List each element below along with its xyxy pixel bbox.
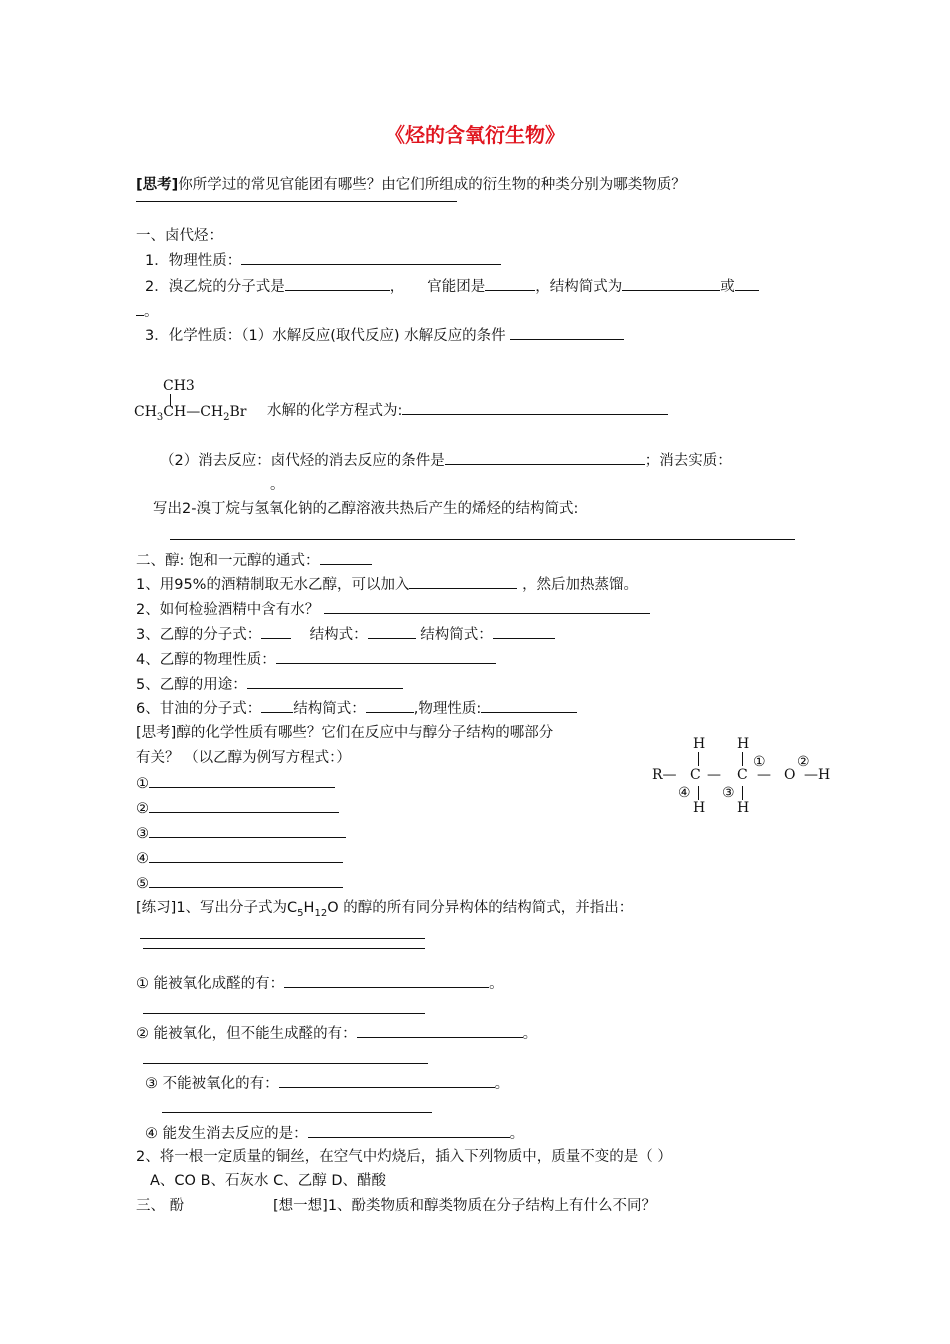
answer-2: ② [136, 798, 339, 819]
answer-3: ③ [136, 823, 346, 844]
think-alcohol-2: 有关？ （以乙醇为例写方程式：） [136, 750, 351, 766]
q5: 5、乙醇的用途： [136, 674, 403, 695]
exercise-2-options: A、CO B、石灰水 C、乙醇 D、醋酸 [150, 1173, 387, 1189]
q-physical: 1．物理性质： [145, 250, 501, 271]
page-title: 《烃的含氧衍生物》 [385, 123, 565, 147]
answer-line[interactable] [143, 948, 425, 949]
hydrogen: H [693, 800, 706, 816]
blank[interactable] [279, 1073, 495, 1088]
exercise-2: 2、将一根一定质量的铜丝，在空气中灼烧后，插入下列物质中，质量不变的是（ ） [136, 1149, 672, 1165]
q-chemical: 3．化学性质：（1）水解反应(取代反应) 水解反应的条件 [145, 325, 624, 346]
bond: — [804, 767, 818, 783]
blank[interactable] [510, 325, 624, 340]
hydrogen: H [737, 800, 750, 816]
blank[interactable] [445, 450, 645, 465]
answer-line[interactable] [143, 1063, 428, 1064]
blank[interactable] [261, 698, 293, 713]
blank[interactable] [149, 773, 335, 788]
answer-line[interactable] [162, 1112, 432, 1113]
bond [742, 786, 743, 800]
q-bromoethane: 2．溴乙烷的分子式是 ， 官能团是 ，结构简式为 或 [145, 276, 759, 297]
blank[interactable] [622, 276, 720, 291]
blank[interactable] [241, 250, 501, 265]
blank[interactable] [149, 848, 343, 863]
blank[interactable] [149, 873, 343, 888]
e3: ③ 不能被氧化的有： 。 [145, 1073, 509, 1094]
answer-1: ① [136, 773, 335, 794]
blank[interactable] [493, 624, 555, 639]
bond-label-1: ① [753, 754, 766, 770]
q6: 6、甘油的分子式： 结构简式： ,物理性质: [136, 698, 577, 719]
section-heading-alcohol: 二、醇: 饱和一元醇的通式： [136, 550, 372, 571]
e1: ① 能被氧化成醛的有： 。 [136, 973, 504, 994]
think-alcohol: [思考]醇的化学性质有哪些？它们在反应中与醇分子结构的哪部分 [136, 725, 554, 741]
hydrogen: H [737, 736, 750, 752]
q-elimination: （2）消去反应：卤代烃的消去反应的条件是 ；消去实质： [160, 450, 732, 471]
bond: — [707, 767, 721, 783]
bond-label-2: ② [797, 754, 810, 770]
q4: 4、乙醇的物理性质： [136, 649, 496, 670]
exercise-1: [练习]1、写出分子式为$C_5H_{12}O$ 的醇的所有同分异构体的结构简式，并指出： [136, 900, 634, 919]
r-group: R— [652, 767, 677, 783]
blank[interactable] [368, 624, 416, 639]
answer-line[interactable] [143, 1013, 425, 1014]
hydrogen: H [693, 736, 706, 752]
blank[interactable] [149, 798, 339, 813]
document-page: 《烃的含氧衍生物》 [思考]你所学过的常见官能团有哪些？由它们所组成的衍生物的种类分别为哪类物质？ 一、卤代烃： 1．物理性质： 2．溴乙烷的分子式是 ， 官能团是 ，结构简式为 或 。 3．化学性质：（1）水解反应(取代反应) 水解反应的条件 CH3 $CH_3CH—CH_2Br$ 水解的化学方程式为: （2）消去反应：卤代烃的消去反应的条件是 ；消去实质： 。 写出2-溴丁烷与氢氧化钠的乙醇溶液共热后产生的烯烃的结构简式: 二、醇: 饱和一元醇的通式： 1、用95%的酒精制取无水乙醇，可以加入 ，然后加热蒸馏。 2、如何检验酒精中含有水？ 3、乙醇的分子式： 结构式： 结构简式： 4、乙醇的物理性质： 5、乙醇的用途： 6、甘油的分子式： 结构简式： ,物理性质: [思考]醇的化学性质有哪些？它们在反应中与醇分子结构的哪部分 有关？ （以乙醇为例写方程式：） ① ② ③ ④ ⑤ R— C — C — O — H H H H H ① ② ③ ④ [练习]1、写出分子式为$C_5H_{12}O$ 的醇的所有同分异构体的结构简式，并指出： ① 能被氧化成醛的有： 。 ② 能被氧化，但不能生成醛的有： 。 ③ 不能被氧化的有： 。 ④ 能发生消去反应的是： 。 2、将一根一定质量的铜丝，在空气中灼烧后，插入下列物质中，质量不变的是（ ） A、CO B、石灰水 C、乙醇 D、醋酸 三、 酚 [想一想]1、酚类物质和醇类物质在分子结构上有什么不同？ [0, 0, 950, 1344]
answer-line[interactable] [170, 539, 795, 540]
answer-line[interactable] [136, 201, 457, 202]
think-phenol: [想一想]1、酚类物质和醇类物质在分子结构上有什么不同？ [273, 1198, 657, 1214]
blank[interactable] [481, 698, 577, 713]
bond [698, 786, 699, 800]
bond [742, 752, 743, 766]
bond-label-4: ④ [678, 785, 691, 801]
blank[interactable] [285, 276, 390, 291]
blank[interactable] [409, 574, 517, 589]
blank[interactable] [149, 823, 346, 838]
bond-label-3: ③ [722, 785, 735, 801]
alcohol-structure-diagram [640, 730, 840, 820]
blank[interactable] [402, 400, 668, 415]
blank[interactable] [320, 550, 372, 565]
blank[interactable] [485, 276, 535, 291]
hydrogen: H [818, 767, 831, 783]
blank[interactable] [324, 599, 650, 614]
e2: ② 能被氧化，但不能生成醛的有： 。 [136, 1023, 537, 1044]
q1: 1、用95%的酒精制取无水乙醇，可以加入 ，然后加热蒸馏。 [136, 574, 638, 595]
section-heading-phenol: 三、 酚 [136, 1198, 185, 1214]
carbon-1: C [690, 767, 701, 783]
blank[interactable] [247, 674, 403, 689]
chem-formula: $CH_3CH—CH_2Br$ [134, 404, 247, 423]
e4: ④ 能发生消去反应的是： 。 [145, 1123, 524, 1144]
answer-line[interactable] [140, 938, 425, 939]
q3: 3、乙醇的分子式： 结构式： 结构简式： [136, 624, 555, 645]
blank[interactable] [136, 301, 144, 316]
q-hydrolysis-eq: 水解的化学方程式为: [267, 400, 668, 421]
chem-methyl: CH3 [163, 378, 195, 394]
carbon-2: C [737, 767, 748, 783]
period: 。 [270, 477, 285, 493]
blank[interactable] [276, 649, 496, 664]
blank[interactable] [366, 698, 414, 713]
answer-5: ⑤ [136, 873, 343, 894]
blank[interactable] [261, 624, 291, 639]
blank[interactable] [357, 1023, 523, 1038]
bond: — [757, 767, 771, 783]
oxygen: O [784, 767, 796, 783]
q-bromobutane: 写出2-溴丁烷与氢氧化钠的乙醇溶液共热后产生的烯烃的结构简式: [153, 501, 579, 517]
q2: 2、如何检验酒精中含有水？ [136, 599, 650, 620]
answer-4: ④ [136, 848, 343, 869]
blank[interactable] [308, 1123, 510, 1138]
blank[interactable] [284, 973, 489, 988]
bond [698, 752, 699, 766]
blank[interactable] [735, 276, 759, 291]
section-heading: 一、卤代烃： [136, 228, 223, 244]
think-question: [思考]你所学过的常见官能团有哪些？由它们所组成的衍生物的种类分别为哪类物质？ [136, 177, 686, 193]
